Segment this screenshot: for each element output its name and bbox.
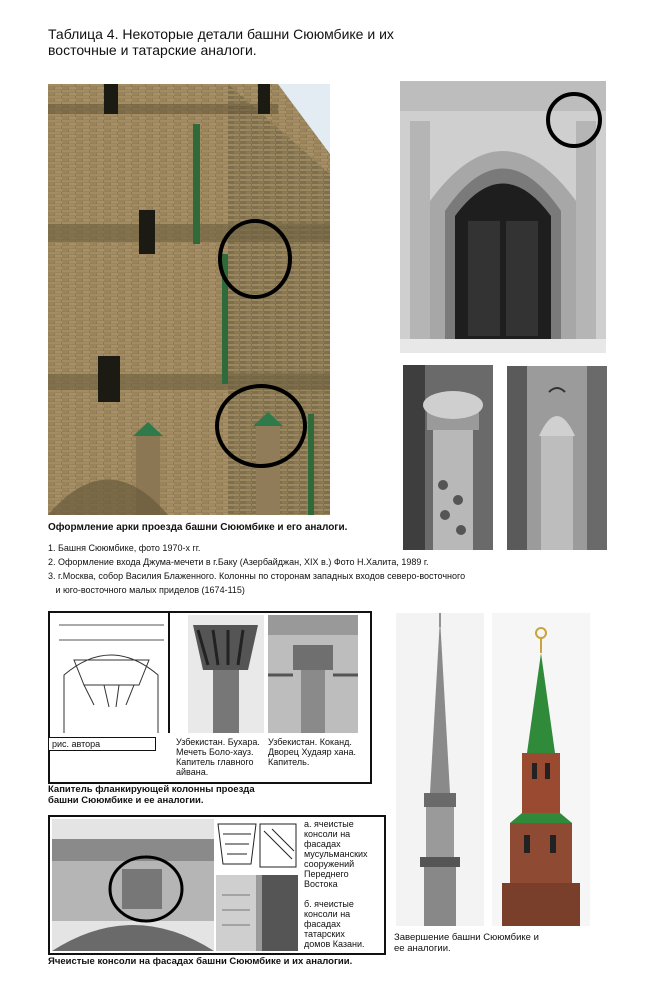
capitals-caption: Капитель фланкирующей колонны проезда башни Сююмбике и ее аналогии. (48, 784, 255, 806)
page-title (48, 26, 448, 58)
kokand-capital-photo (268, 615, 358, 733)
list-item: и юго-восточного малых приделов (1674-115) (48, 585, 245, 595)
minaret-spire-photo (396, 613, 484, 926)
spires-caption: Завершение башни Сююмбике и ее аналогии. (394, 932, 539, 954)
baku-mosque-door-photo (400, 81, 606, 353)
list-item: 2. Оформление входа Джума-мечети в г.Баку (Азербайджан, XIX в.) Фото Н.Халита, 1989 г. (48, 557, 429, 567)
console-sketch-a (216, 819, 298, 871)
section1-heading: Оформление арки проезда башни Сююмбике и его аналоги. (48, 522, 348, 533)
list-item: 3. г.Москва, собор Василия Блаженного. Колонны по сторонам западных входов северо-восточного (48, 571, 466, 581)
moscow-column-photo-1 (403, 365, 493, 550)
kokand-caption: Узбекистан. Коканд. Дворец Худаяр хана. Капитель. (268, 737, 356, 767)
title-line-2: восточные и татарские аналоги. (48, 42, 257, 58)
bukhara-capital-photo (188, 615, 264, 733)
capitals-figure-box (48, 611, 372, 784)
author-drawing (54, 615, 169, 733)
title-line-1: Таблица 4. Некоторые детали башни Сююмбике и их (48, 26, 394, 42)
tower-photo (48, 84, 330, 515)
tower-console-photo (52, 819, 214, 951)
bukhara-caption: Узбекистан. Бухара. Мечеть Боло-хауз. Капитель главного айвана. (176, 737, 260, 777)
list-item: 1. Башня Сююмбике, фото 1970-х гг. (48, 543, 201, 553)
moscow-column-photo-2 (507, 366, 607, 550)
console-photo-b (216, 875, 298, 951)
console-note-a: а. ячеистые консоли на фасадах мусульманских сооружений Переднего Востока (304, 819, 368, 889)
syuyumbike-top-photo (492, 613, 590, 926)
console-note-b: б. ячеистые консоли на фасадах татарских домов Казани. (304, 899, 365, 949)
consoles-figure-box (48, 815, 386, 955)
section1-list (48, 541, 528, 597)
consoles-caption: Ячеистые консоли на фасадах башни Сююмбике и их аналогии. (48, 956, 353, 967)
author-drawing-label: рис. автора (48, 737, 156, 751)
